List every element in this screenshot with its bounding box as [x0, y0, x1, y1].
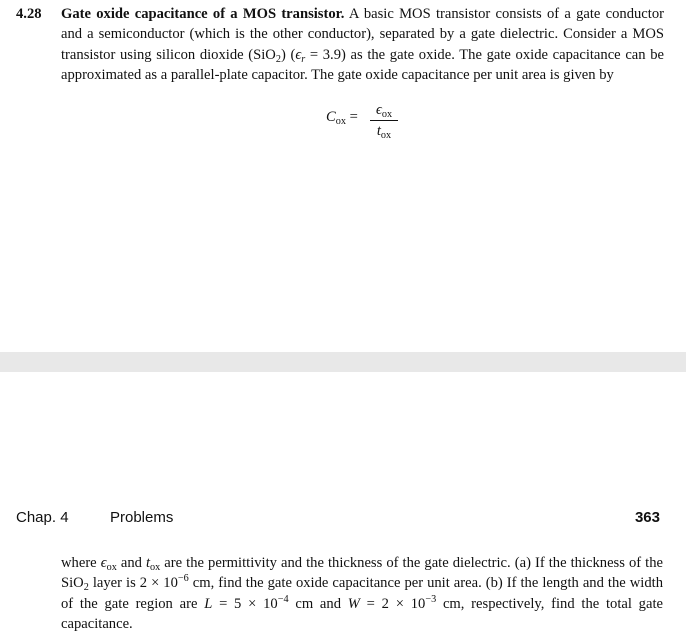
subscript: 2: [275, 53, 281, 65]
text-part: cm and: [288, 595, 348, 612]
chapter-label: Chap. 4: [16, 509, 69, 526]
problem-text: [61, 4, 664, 85]
subscript: ox: [150, 562, 161, 573]
subscript: ox: [335, 116, 346, 127]
problem-text-part: ) (: [280, 46, 296, 63]
subscript: r: [301, 53, 306, 65]
denominator: [370, 122, 398, 140]
subscript: ox: [106, 562, 117, 573]
eq-t: t: [376, 123, 381, 139]
superscript: −4: [277, 593, 289, 605]
eq-epsilon: ϵ: [375, 102, 382, 118]
superscript: −3: [425, 593, 437, 605]
problem-title: Gate oxide capacitance of a MOS transistor.: [61, 6, 345, 22]
subscript: 2: [83, 582, 89, 594]
epsilon-symbol: ϵ: [100, 555, 107, 571]
text-part: = 2 × 10: [359, 595, 426, 612]
text-part: are the permittivity and the thickness of the gate dielectric. (a) If the thickness of the SiO: [61, 555, 663, 592]
problem-text-part: A basic MOS transistor consists of a gate conductor and a semiconductor (which is the other conductor), separated by a gate dielectric. Consider a MOS transistor using silicon dioxide (SiO: [61, 6, 664, 63]
w-symbol: W: [347, 595, 360, 612]
equals-sign: =: [345, 109, 358, 125]
text-part: and: [116, 555, 146, 571]
eq-c: C: [326, 109, 336, 125]
l-symbol: L: [204, 595, 213, 612]
section-label: Problems: [110, 509, 174, 526]
text-part: cm, respectively, find the total gate capacitance.: [61, 595, 663, 632]
text-part: where: [61, 555, 101, 571]
problem-continuation: [61, 553, 663, 634]
text-part: = 5 × 10: [212, 595, 278, 612]
subscript: ox: [380, 130, 392, 141]
epsilon-symbol: ϵ: [295, 46, 302, 63]
problem-text-part: = 3.9) as the gate oxide. The gate oxide capacitance can be approximated as a parallel-plate capacitor. The gate oxide capacitance per unit area is given by: [61, 46, 665, 83]
page-divider: [0, 352, 686, 372]
equation-lhs: [326, 109, 358, 126]
equation-fraction: [370, 101, 398, 140]
superscript: −6: [177, 573, 189, 585]
numerator: [370, 101, 398, 119]
text-part: cm, find the gate oxide capacitance per unit area. (b) If the length and the width of the gate region are: [61, 575, 663, 612]
problem-number: 4.28: [16, 6, 42, 22]
page-number: 363: [634, 509, 660, 526]
subscript: ox: [381, 109, 393, 120]
t-symbol: t: [145, 555, 151, 571]
text-part: layer is 2 × 10: [88, 575, 178, 592]
fraction-bar: [370, 120, 398, 121]
